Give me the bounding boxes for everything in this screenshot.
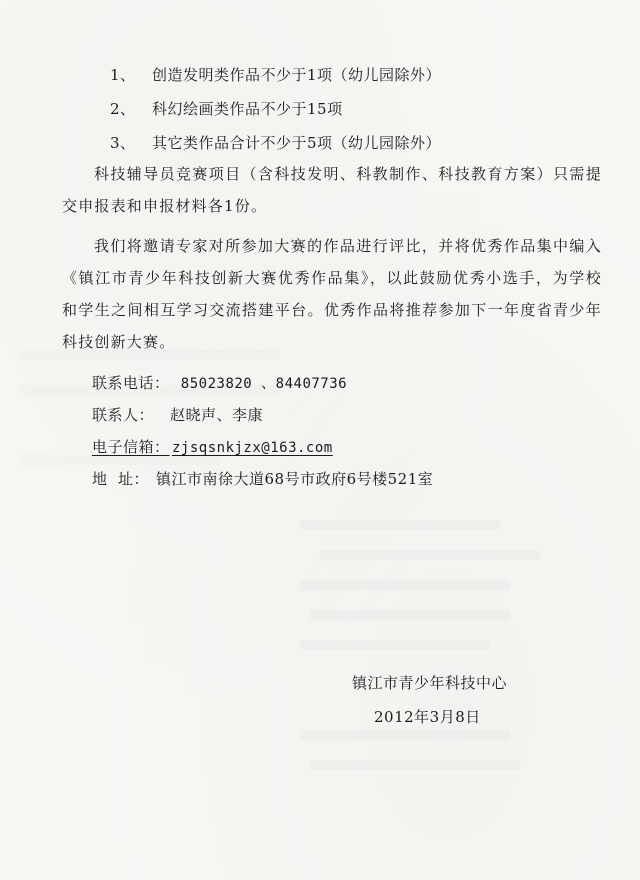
signature-date: 2012年3月8日: [374, 708, 481, 726]
phone-value: 85023820 、84407736: [180, 376, 348, 392]
signature-organization: 镇江市青少年科技中心: [352, 674, 508, 692]
list-number: 1、: [110, 66, 136, 84]
person-value: 赵晓声、李康: [170, 406, 264, 424]
list-text: 科幻绘画类作品不少于15项: [152, 100, 343, 118]
contact-person-row: [92, 404, 263, 425]
list-item: [110, 64, 441, 85]
email-label: 电子信箱：: [92, 438, 170, 456]
list-number: 3、: [110, 134, 136, 152]
paragraph-tutor-requirements: 科技辅导员竞赛项目（含科技发明、科教制作、科技教育方案）只需提交申报表和申报材料各1份。: [62, 165, 602, 215]
phone-label: 联系电话：: [92, 374, 170, 392]
contact-phone-row: [92, 372, 347, 393]
contact-address-row: [92, 468, 433, 489]
email-link[interactable]: zjsqsnkjzx@163.com: [172, 440, 333, 456]
list-text: 创造发明类作品不少于1项（幼儿园除外）: [152, 66, 442, 84]
list-item: [110, 98, 343, 119]
list-number: 2、: [110, 100, 136, 118]
address-value: 镇江市南徐大道68号市政府6号楼521室: [156, 470, 434, 488]
person-label: 联系人：: [92, 406, 155, 424]
paragraph-evaluation: 我们将邀请专家对所参加大赛的作品进行评比，并将优秀作品集中编入《镇江市青少年科技创新大赛优秀作品集》，以此鼓励优秀小选手，为学校和学生之间相互学习交流搭建平台。优秀作品将推荐参加下一年度省青少年科技创新大赛。: [62, 237, 602, 351]
list-item: [110, 132, 441, 153]
address-label: 地 址：: [92, 470, 150, 488]
list-text: 其它类作品合计不少于5项（幼儿园除外）: [152, 134, 442, 152]
contact-email-row: [92, 436, 333, 457]
